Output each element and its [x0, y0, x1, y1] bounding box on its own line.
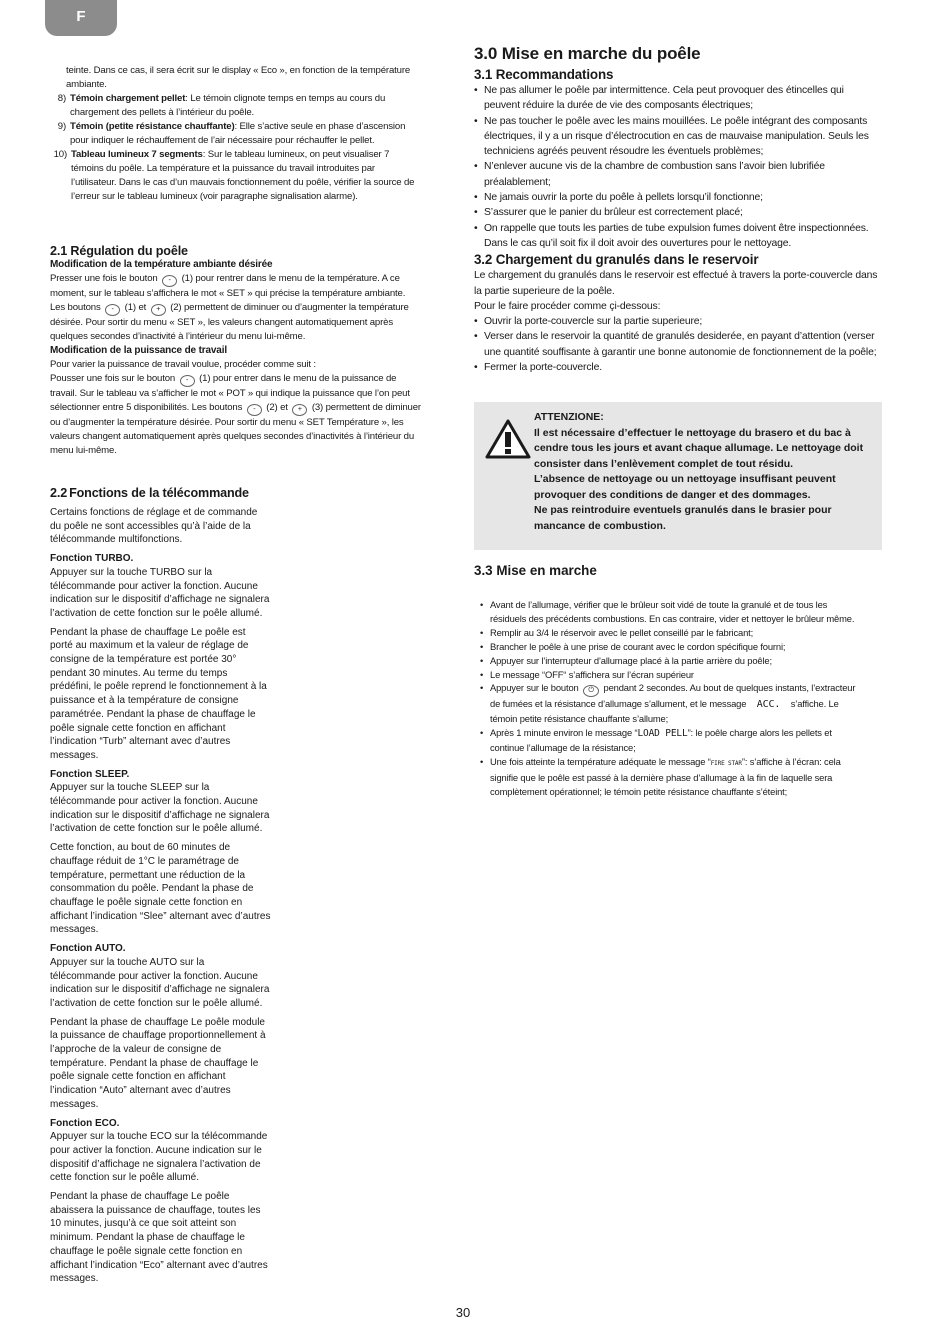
- language-tab: F: [45, 0, 117, 36]
- list-item: 9) Témoin (petite résistance chauffante): Elle s’active seule en phase d’ascension pour indiquer le réchauffement de l’air nécessaire pour réchauffer le pellet.: [57, 121, 406, 146]
- display-message: FIRE STAR: [710, 760, 742, 768]
- minus-button-icon: -: [247, 404, 262, 416]
- list-item: • Ouvrir la porte-couvercle sur la partie superieure;: [474, 316, 703, 328]
- list-item: • Avant de l’allumage, vérifier que le brûleur soit vidé de toute la granulé et de tous les résiduels des précédents combustions. En cas contraire, vider et nettoyer le brûleur même.: [480, 599, 855, 624]
- display-message: LOAD PELL: [637, 728, 688, 740]
- paragraph: Certains fonctions de réglage et de commande du poêle ne sont accessibles qu’à l’aide de la télécommande multifonctions.: [50, 507, 258, 546]
- section-title-3-2: 3.2 Chargement du granulés dans le reservoir: [474, 252, 759, 268]
- subheading: Modification de la température ambiante désirée: [50, 259, 273, 270]
- minus-button-icon: -: [162, 275, 177, 287]
- warning-title: ATTENZIONE:: [534, 411, 604, 423]
- list-item: • Le message “OFF“ s’affichera sur l’écran supérieur: [480, 668, 694, 680]
- paragraph: Presser une fois le bouton - (1) pour rentrer dans le menu de la température. A ce moment, sur le tableau s’affichera le mot « SET » qui précise la température ambiante. Les boutons - (1) et + (2) permettent de diminuer ou d’augmenter la température désirée. Pour sortir du menu « SET », les valeurs changent automatiquement après quelques secondes d’inactivité à l’intérieur du menu lui-même.: [50, 273, 409, 342]
- list-item: • Verser dans le reservoir la quantité de granulés desiderée, en payant d’attention (verser une quantité souffisante à garantir une bonne autonomie de fonctionnement de la poêle;: [474, 331, 877, 358]
- left-column: [50, 64, 422, 1291]
- list-item: • Ne jamais ouvrir la porte du poêle à pellets lorsqu’il fonctionne;: [474, 192, 763, 204]
- list-item: • Ne pas allumer le poêle par intermittence. Cela peut provoquer des étincelles qui peuvent réduire la durée de vie des composants électriques;: [474, 85, 844, 112]
- paragraph: Pour varier la puissance de travail voulue, procéder comme suit :: [50, 359, 316, 370]
- list-item: • Appuyer sur l’interrupteur d’allumage placé à la partie arrière du poêle;: [480, 654, 772, 666]
- list-item: • Après 1 minute environ le message “LOAD PELL”: le poêle charge alors les pellets et continue l’allumage de la résistance;: [480, 727, 832, 754]
- list-item: teinte. Dans ce cas, il sera écrit sur le display « Eco », en fonction de la température ambiante.: [66, 65, 411, 90]
- paragraph: Cette fonction, au bout de 60 minutes de chauffage réduit de 1°C le paramétrage de température, permettant une réduction de la consommation du poêle. Pendant la phase de chauffage le poêle signale cette fonction en affichant l’indication “Slee” alternant avec d’autres messages.: [50, 842, 271, 936]
- paragraph: Appuyer sur la touche AUTO sur la télécommande pour activer la fonction. Aucune indication sur le dispositif d’affichage ne signalera l’activation de cette fonction sur le poêle allumé.: [50, 956, 270, 1009]
- list-item: • S’assurer que le panier du brûleur est correctement placé;: [474, 207, 743, 219]
- subheading: Fonction ECO.: [50, 1117, 120, 1129]
- list-item: • N’enlever aucune vis de la chambre de combustion sans l’avoir bien lubrifiée préalablement;: [474, 161, 825, 188]
- paragraph: Pendant la phase de chauffage Le poêle abaissera la puissance de chauffage, toutes les 10 minutes, jusqu’à ce que soit atteint son minimum. Pendant la phase de chauffage le chauffage le poêle signale cette fonction en affichant l’indication “Eco” alternant avec d’autres messages.: [50, 1191, 268, 1285]
- paragraph: Pendant la phase de chauffage Le poêle module la puissance de chauffage proportionnellement à l’approche de la valeur de consigne de température. Pendant la phase de chauffage le poêle signale cette fonction en affichant l’indication “Auto” alternant avec d’autres messages.: [50, 1016, 266, 1110]
- list-item: • Une fois atteinte la température adéquate le message “FIRE STAR”: s’affiche à l’écran: cela signifie que le poêle est passé à la dernière phase d’allumage à la fin de laquelle sera complètement opérationnel; le témoin petite résistance chauffante s’éteint;: [480, 756, 841, 797]
- list-item: • Appuyer sur le bouton ⏻ pendant 2 secondes. Au bout de quelques instants, l’extracteur de fumées et la résistance d’allumage s’allument, et le message ACC. s’affiche. Le témoin petite résistance chauffante s’allume;: [480, 682, 856, 725]
- startup-steps: [480, 598, 860, 799]
- subheading: Fonction AUTO.: [50, 943, 126, 955]
- plus-button-icon: +: [292, 404, 307, 416]
- right-column: [474, 44, 882, 375]
- page-number: 30: [455, 1305, 471, 1320]
- list-item: 8) Témoin chargement pellet: Le témoin clignote temps en temps au cours du chargement des pellets à l’intérieur du poêle.: [57, 93, 386, 118]
- paragraph: Appuyer sur la touche ECO sur la télécommande pour activer la fonction. Aucune indication sur le dispositif d’affichage ne signalera l’activation de cette fonction sur le poêle allumé.: [50, 1131, 268, 1184]
- list-item: • Ne pas toucher le poêle avec les mains mouillées. Le poêle intégrant des composants électriques, il y a un risque d’électrocution en cas de mauvaise manipulation. Seuls les techniciens agréés peuvent résoudre les éventuels problèmes;: [474, 115, 869, 158]
- section-title-2-2: 2.2 Fonctions de la télécommande: [50, 486, 249, 500]
- list-item: • Remplir au 3/4 le réservoir avec le pellet conseillé par le fabricant;: [480, 626, 754, 638]
- section-title-3-3: 3.3 Mise en marche: [474, 563, 597, 578]
- section-title-2-1: 2.1 Régulation du poêle: [50, 244, 188, 258]
- warning-text: ATTENZIONE: Il est nécessaire d’effectuer le nettoyage du brasero et du bac à cendre tous les jours et avant chaque allumage. Le nettoyage doit consister dans l’enlèvement complet de tout résidu. L’absence de nettoyage ou un nettoyage insuffisant peuvent provoquer des conditions de danger et des dommages. Ne pas reintroduire eventuels granulés dans le brasier pour mancance de combustion.: [534, 410, 874, 534]
- list-item: • On rappelle que touts les parties de tube expulsion fumes doivent être inspectionnées. Dans le cas qu’il soit fix il doit avoir des ouvertures pour le nettoyage.: [474, 222, 869, 249]
- section-3-3: [474, 562, 882, 579]
- subheading: Fonction SLEEP.: [50, 768, 130, 780]
- section-title-3-0: 3.0 Mise en marche du poêle: [474, 44, 701, 63]
- display-message: ACC.: [756, 699, 781, 711]
- warning-box: [474, 402, 882, 550]
- subheading: Fonction TURBO.: [50, 553, 134, 565]
- list-item: 10) Tableau lumineux 7 segments: Sur le tableau lumineux, on peut visualiser 7 témoins du poêle. La température et la puissance du travail introduites par l’utilisateur. Dans le cas d’un mauvais fonctionnement du poêle, vérifier la source de l’erreur sur le tableau lumineux (voir paragraphe signalisation alarme).: [53, 149, 415, 202]
- warning-triangle-icon: [484, 418, 532, 460]
- section-title-3-1: 3.1 Recommandations: [474, 67, 614, 82]
- paragraph: Le chargement du granulés dans le reservoir est effectué à travers la porte-couvercle dans la partie superieure de la poêle.: [474, 270, 878, 297]
- list-item: • Brancher le poêle à une prise de courant avec le cordon spécifique fourni;: [480, 640, 786, 652]
- power-button-icon: ⏻: [583, 685, 599, 697]
- paragraph: Appuyer sur la touche TURBO sur la télécommande pour activer la fonction. Aucune indication sur le dispositif d’affichage ne signalera l’activation de cette fonction sur le poêle allumé.: [50, 566, 270, 619]
- list-item: • Fermer la porte-couvercle.: [474, 362, 602, 374]
- minus-button-icon: -: [180, 375, 195, 387]
- paragraph: Pour le faire procéder comme çi-dessous:: [474, 300, 661, 312]
- paragraph: Pousser une fois sur le bouton - (1) pour entrer dans le menu de la puissance de travail. Sur le tableau va s’afficher le mot « POT » qui indique la puissance que l’on peut sélectionner entre 5 disponibilités. Les boutons - (2) et + (3) permettent de diminuer ou d’augmenter la température désirée. Pour sortir du menu « SET Température », les valeurs changent automatiquement après quelques secondes d’inactivités à l’intérieur du menu lui-même.: [50, 373, 421, 456]
- minus-button-icon: -: [105, 304, 120, 316]
- paragraph: Appuyer sur la touche SLEEP sur la télécommande pour activer la fonction. Aucune indication sur le dispositif d’affichage ne signalera l’activation de cette fonction sur le poêle allumé.: [50, 782, 270, 835]
- plus-button-icon: +: [151, 304, 166, 316]
- paragraph: Pendant la phase de chauffage Le poêle est porté au maximum et la valeur de réglage de consigne de la température est portée 30° pendant 30 minutes. Au terme du temps prédéfini, le poêle reprend le fonctionnement à la puissance et à la température de consigne paramétrée. Pendant la phase de chauffage le poêle signale cette fonction en affichant l’indication “Turb” alternant avec d’autres messages.: [50, 626, 267, 761]
- remote-functions: [50, 506, 271, 1286]
- subheading: Modification de la puissance de travail: [50, 345, 227, 356]
